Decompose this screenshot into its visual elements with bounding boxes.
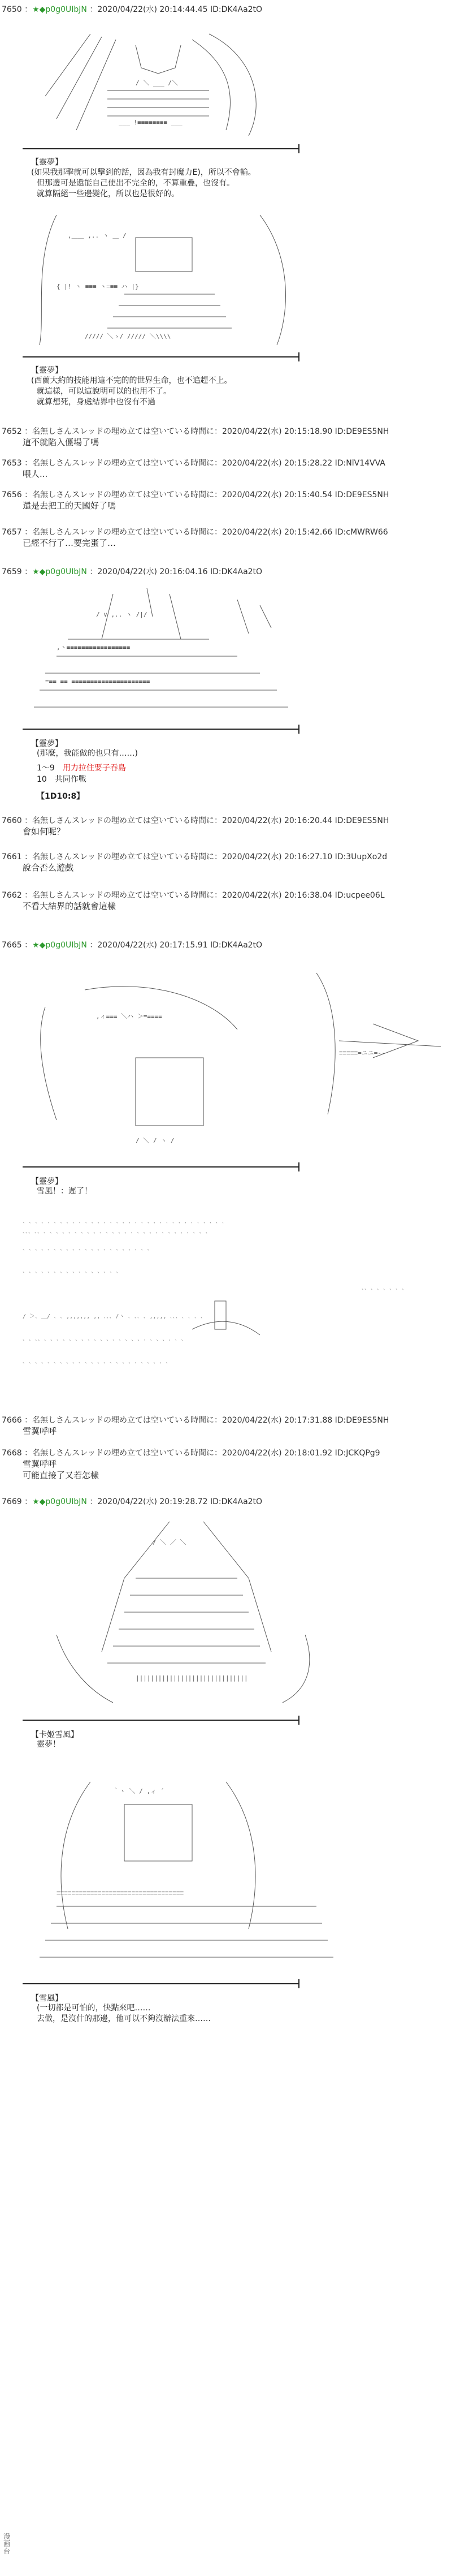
ascii-art-scene-3 bbox=[23, 583, 305, 724]
post-id[interactable]: ID:DK4Aa2tO bbox=[210, 941, 263, 950]
post-header: 7662 ：名無しさんスレッドの埋め立ては空いている時間に：2020/04/22(水) 20:16:38.04 ID:ucpee06L bbox=[2, 891, 385, 900]
scene-divider bbox=[23, 356, 299, 357]
post-header: 7656 ：名無しさんスレッドの埋め立ては空いている時間に：2020/04/22(水) 20:15:40.54 ID:DE9ES5NH bbox=[2, 490, 389, 499]
speaker-label: 【雪風】 bbox=[31, 1994, 63, 2003]
svg-text:,＿＿ ,.. ヽ ＿ /: ,＿＿ ,.. ヽ ＿ / bbox=[68, 232, 127, 239]
scene-divider bbox=[23, 148, 299, 149]
post-id[interactable]: ID:DE9ES5NH bbox=[335, 1416, 389, 1425]
vote-option: 10 共同作戰 bbox=[37, 775, 86, 784]
post-body: 還是去把工的天國好了嗎 bbox=[23, 501, 116, 511]
svg-text:､､､ ､､ ､ ､ ､ ､ ､ ､ ､ ､ ､ ､ ､ ､: ､､､ ､､ ､ ､ ､ ､ ､ ､ ､ ､ ､ ､ ､ ､ ､ ､ ､ ､ ､ ､ ､ ､ ､ ､ ､ ､ ､ ､ ､ bbox=[23, 1229, 209, 1235]
svg-text:､ ､ ､ ､ ､ ､ ､ ､ ､ ､ ､ ､ ､ ､ ､: ､ ､ ､ ､ ､ ､ ､ ､ ､ ､ ､ ､ ､ ､ ､ ､ bbox=[23, 1268, 119, 1274]
ascii-art-scene-6 bbox=[23, 1759, 362, 1974]
speech-line: 就算隔絕一些邊變化，所以也是很好的。 bbox=[37, 189, 179, 199]
post-id[interactable]: ID:3UupXo2d bbox=[335, 852, 388, 861]
speech-line: (那麼，我能做的也只有……) bbox=[37, 749, 138, 758]
vote-option: 1～9 用力拉住要子吞島 bbox=[37, 764, 126, 773]
post-header: 7665 ：★◆p0g0UIbJN ：2020/04/22(水) 20:17:15.91 ID:DK4Aa2tO bbox=[2, 941, 263, 950]
post-body: 雪翼呼呼 bbox=[23, 1459, 57, 1469]
svg-text:/ ∨ ,.. ヽ /|/: / ∨ ,.. ヽ /|/ bbox=[96, 611, 147, 618]
post-body: 這不就陷入僵場了嗎 bbox=[23, 437, 99, 447]
post-id[interactable]: ID:DK4Aa2tO bbox=[210, 567, 263, 576]
svg-text:,ィ≡≡≡ ＼ハ ＞=≡≡≡≡: ,ィ≡≡≡ ＼ハ ＞=≡≡≡≡ bbox=[96, 1013, 162, 1020]
post-header: 7669 ：★◆p0g0UIbJN ：2020/04/22(水) 20:19:28.72 ID:DK4Aa2tO bbox=[2, 1497, 263, 1506]
svg-text:/ ＼ / ヽ /: / ＼ / ヽ / bbox=[136, 1137, 175, 1144]
svg-text:､ ､ ､ ､ ､ ､ ､ ､ ､ ､ ､ ､ ､ ､ ､: ､ ､ ､ ､ ､ ､ ､ ､ ､ ､ ､ ､ ､ ､ ､ ､ ､ ､ ､ ､ ､ ､ ､ ､ bbox=[23, 1359, 169, 1365]
svg-text:｀ヽ ＼ / ,ィ ´: ｀ヽ ＼ / ,ィ ´ bbox=[113, 1787, 164, 1795]
scene-divider bbox=[23, 1166, 299, 1168]
ascii-art-scene-5 bbox=[23, 1510, 362, 1714]
svg-text:///// ＼ゝ/ ///// ＼\\\\: ///// ＼ゝ/ ///// ＼\\\\ bbox=[85, 333, 171, 340]
post-header: 7668 ：名無しさんスレッドの埋め立ては空いている時間に：2020/04/22(水) 20:18:01.92 ID:JCKQPg9 bbox=[2, 1449, 380, 1458]
scene-divider bbox=[23, 1720, 299, 1721]
post-body: 可能直接了又若怎樣 bbox=[23, 1470, 99, 1480]
tripcode[interactable]: ◆p0g0UIbJN bbox=[39, 5, 87, 14]
speaker-label: 【靈夢】 bbox=[31, 739, 63, 748]
svg-text:{ |! ヽ ≡≡≡ ヽ=≡≡ ハ |}: { |! ヽ ≡≡≡ ヽ=≡≡ ハ |} bbox=[57, 283, 139, 290]
post-id[interactable]: ID:DE9ES5NH bbox=[335, 490, 389, 499]
post-body: 說合否么遊戲 bbox=[23, 863, 74, 873]
scene-divider bbox=[23, 1983, 299, 1984]
post-body: 不看大結界的話就會這樣 bbox=[23, 901, 116, 911]
post-id[interactable]: ID:NlV14VVA bbox=[335, 459, 385, 468]
svg-text:､､ ､ ､ ､ ､ ､ ､: ､､ ､ ､ ､ ､ ､ ､ bbox=[362, 1285, 405, 1291]
post-body: 會如何呢？ bbox=[23, 826, 66, 837]
tripcode[interactable]: ◆p0g0UIbJN bbox=[39, 567, 87, 576]
post-body: 已經不行了…要完蛋了… bbox=[23, 538, 116, 548]
post-header: 7660 ：名無しさんスレッドの埋め立ては空いている時間に：2020/04/22(水) 20:16:20.44 ID:DE9ES5NH bbox=[2, 816, 389, 825]
speech-line: 去做，是沒什的那邊，他可以不夠沒辦法重來…… bbox=[37, 2014, 211, 2023]
svg-text:/ ＼ ／ ＼: / ＼ ／ ＼ bbox=[153, 1539, 186, 1546]
post-header: 7650 ：★◆p0g0UIbJN ：2020/04/22(水) 20:14:44.45 ID:DK4Aa2tO bbox=[2, 5, 263, 14]
speech-line: 但那邊可是還能自己使出不完全的，不算重疊，也沒有。 bbox=[37, 179, 234, 188]
svg-text:/ ＼ ___ /＼: / ＼ ___ /＼ bbox=[136, 79, 178, 87]
speech-line: (如果我那擊就可以擊到的話，因為我有封魔力E)，所以不會輸。 bbox=[31, 168, 256, 177]
speech-line: 就算想死，身處結界中也沒有不過 bbox=[37, 398, 155, 407]
speaker-label: 【靈夢】 bbox=[31, 366, 63, 375]
post-header: 7653 ：名無しさんスレッドの埋め立ては空いている時間に：2020/04/22(水) 20:15:28.22 ID:NlV14VVA bbox=[2, 459, 385, 468]
post-id[interactable]: ID:cMWRW66 bbox=[335, 528, 388, 537]
post-id[interactable]: ID:ucpee06L bbox=[335, 891, 385, 900]
speaker-label: 【靈夢】 bbox=[31, 158, 63, 167]
speech-line: (西蘭大約的技能用這不完的的世界生命，也不追趕不上。 bbox=[31, 376, 232, 385]
speech-line: (一切都是可怕的，快點來吧…… bbox=[37, 2004, 151, 2013]
svg-text:､ ､ ､､ ､ ､ ､ ､ ､ ､ ､ ､ ､ ､ ､ ､: ､ ､ ､､ ､ ､ ､ ､ ､ ､ ､ ､ ､ ､ ､ ､ ､ ､ ､ ､ ､ ､ ､ ､ ､ ､ ､ bbox=[23, 1336, 184, 1342]
post-id[interactable]: ID:DK4Aa2tO bbox=[210, 5, 263, 14]
post-id[interactable]: ID:DK4Aa2tO bbox=[210, 1497, 263, 1506]
post-header: 7661 ：名無しさんスレッドの埋め立ては空いている時間に：2020/04/22(水) 20:16:27.10 ID:3UupXo2d bbox=[2, 852, 388, 861]
post-body: 雪翼呼呼 bbox=[23, 1426, 57, 1436]
speech-line: 雪風！：遲了！ bbox=[37, 1187, 92, 1196]
speech-line: 靈夢！ bbox=[37, 1740, 60, 1749]
ascii-art-sea-scene bbox=[23, 1216, 463, 1397]
post-id[interactable]: ID:JCKQPg9 bbox=[335, 1449, 380, 1458]
post-body: 喂人... bbox=[23, 469, 48, 479]
site-watermark: 漫 画 台 bbox=[3, 2532, 11, 2555]
post-header: 7659 ：★◆p0g0UIbJN ：2020/04/22(水) 20:16:04.16 ID:DK4Aa2tO bbox=[2, 567, 263, 576]
svg-text:､ ､ ､ ､ ､ ､ ､ ､ ､ ､ ､ ､ ､ ､ ､: ､ ､ ､ ､ ､ ､ ､ ､ ､ ､ ､ ､ ､ ､ ､ ､ ､ ､ ､ ､ ､ ､ ､ ､ ､ ､ ､ ､ ､ ､ ､ ､ ､ bbox=[23, 1218, 225, 1225]
ascii-art-scene-4 bbox=[23, 956, 452, 1160]
scene-divider bbox=[23, 729, 299, 730]
svg-text:､ ､ ､ ､ ､ ､ ､ ､ ､ ､ ､ ､ ､ ､ ､: ､ ､ ､ ､ ､ ､ ､ ､ ､ ､ ､ ､ ､ ､ ､ ､ ､ ､ ､ ､ ､ bbox=[23, 1246, 150, 1252]
ascii-art-scene-1 bbox=[23, 23, 283, 141]
tripcode[interactable]: ◆p0g0UIbJN bbox=[39, 941, 87, 950]
post-id[interactable]: ID:DE9ES5NH bbox=[335, 816, 389, 825]
speech-line: 就這樣，可以這說明可以的也用不了。 bbox=[37, 387, 171, 396]
tripcode[interactable]: ◆p0g0UIbJN bbox=[39, 1497, 87, 1506]
dice-result: 【1D10:8】 bbox=[37, 792, 85, 801]
post-header: 7666 ：名無しさんスレッドの埋め立ては空いている時間に：2020/04/22(水) 20:17:31.88 ID:DE9ES5NH bbox=[2, 1416, 389, 1425]
svg-text:||||||||||||||||||||||||||||||: |||||||||||||||||||||||||||||| bbox=[136, 1674, 248, 1682]
svg-text:___ !≡≡≡≡≡≡≡≡ ___: ___ !≡≡≡≡≡≡≡≡ ___ bbox=[119, 119, 183, 126]
svg-text:,ヽ≡≡≡≡≡≡≡≡≡≡≡≡≡≡≡≡≡: ,ヽ≡≡≡≡≡≡≡≡≡≡≡≡≡≡≡≡≡ bbox=[57, 644, 131, 651]
ascii-art-scene-2 bbox=[23, 204, 305, 351]
post-id[interactable]: ID:DE9ES5NH bbox=[335, 427, 389, 436]
post-header: 7657 ：名無しさんスレッドの埋め立ては空いている時間に：2020/04/22(水) 20:15:42.66 ID:cMWRW66 bbox=[2, 528, 388, 537]
speaker-label: 【靈夢】 bbox=[31, 1177, 63, 1186]
svg-text:=≡≡ ≡≡ ≡≡≡≡≡≡≡≡≡≡≡≡≡≡≡≡≡≡≡≡≡: =≡≡ ≡≡ ≡≡≡≡≡≡≡≡≡≡≡≡≡≡≡≡≡≡≡≡≡ bbox=[45, 678, 150, 685]
svg-text:≡≡≡≡≡≡≡≡≡≡≡≡≡≡≡≡≡≡≡≡≡≡≡≡≡≡≡≡≡≡: ≡≡≡≡≡≡≡≡≡≡≡≡≡≡≡≡≡≡≡≡≡≡≡≡≡≡≡≡≡≡≡≡≡≡ bbox=[57, 1889, 184, 1897]
svg-text:/ ＞､ ＿/ ､ ､ ,,,,,,, ,, ､､､ /ヽ: / ＞､ ＿/ ､ ､ ,,,,,,, ,, ､､､ /ヽ ､ ､､ ､ ,,,,, ､､､ ､ ､ ､ ､ bbox=[23, 1313, 203, 1320]
svg-text:≡≡≡≡≡=ニニ=--: ≡≡≡≡≡=ニニ=-- bbox=[339, 1049, 385, 1057]
post-header: 7652 ：名無しさんスレッドの埋め立ては空いている時間に：2020/04/22(水) 20:15:18.90 ID:DE9ES5NH bbox=[2, 427, 389, 436]
speaker-label: 【卡姬雪風】 bbox=[31, 1730, 79, 1739]
